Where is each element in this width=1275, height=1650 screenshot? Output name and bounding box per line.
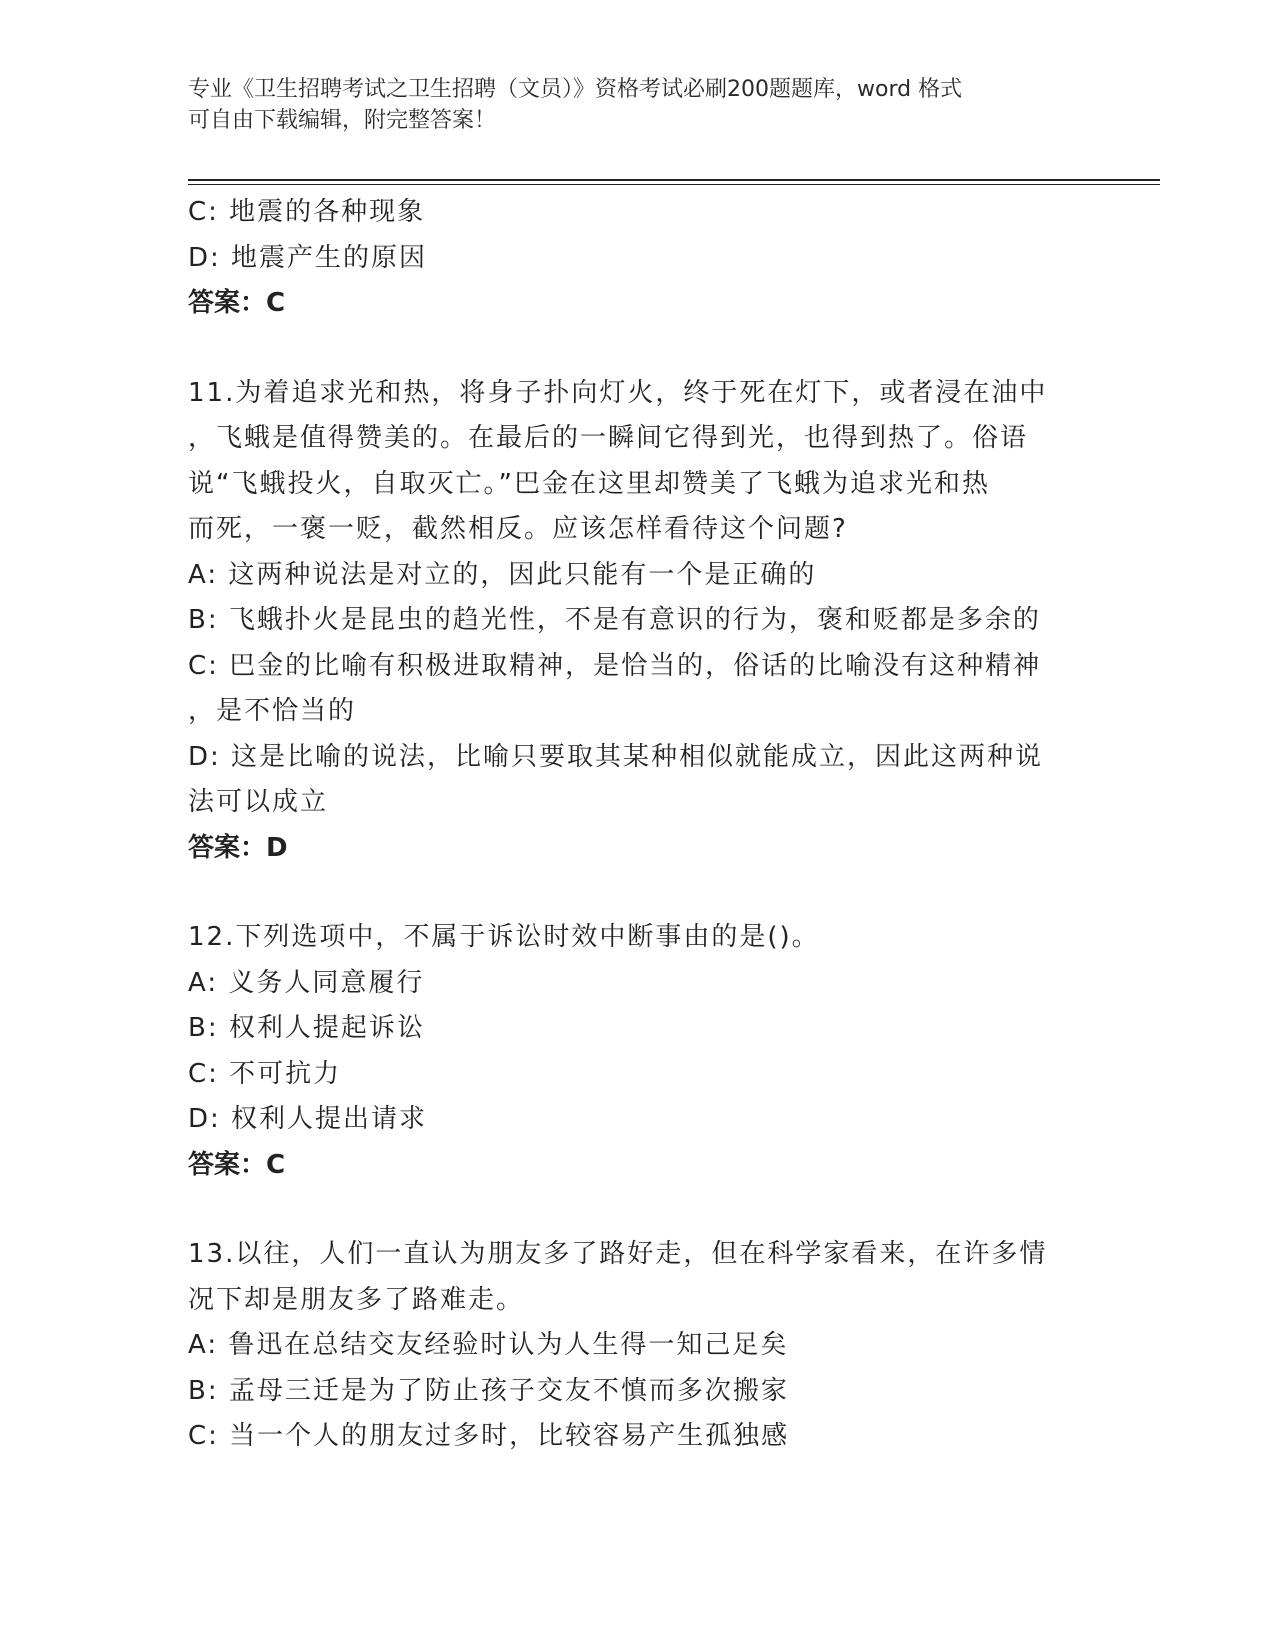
block-spacer [188, 1188, 1088, 1232]
question-block [188, 915, 1088, 1188]
question-line: 说“飞蛾投火，自取灭亡。”巴金在这里却赞美了飞蛾为追求光和热 [188, 468, 990, 499]
question-block [188, 1232, 1088, 1460]
block-spacer [188, 871, 1088, 915]
question-line: D: 权利人提出请求 [188, 1104, 428, 1134]
question-line: 法可以成立 [188, 787, 329, 817]
answer-line: 答案：D [188, 832, 288, 863]
question-content [188, 190, 1088, 1460]
question-line: D: 地震产生的原因 [188, 242, 428, 273]
question-line: A: 鲁迅在总结交友经验时认为人生得一知己足矣 [188, 1330, 789, 1360]
header-rule-top [188, 179, 1160, 181]
question-line: 13.以往，人们一直认为朋友多了路好走，但在科学家看来，在许多情 [188, 1239, 1048, 1269]
question-line: B: 权利人提起诉讼 [188, 1013, 425, 1043]
question-line: C: 不可抗力 [188, 1058, 342, 1089]
question-block [188, 371, 1088, 872]
question-line: C: 巴金的比喻有积极进取精神，是恰当的，俗话的比喻没有这种精神 [188, 650, 1042, 681]
question-line: A: 这两种说法是对立的，因此只能有一个是正确的 [188, 559, 817, 590]
question-line: ，飞蛾是值得赞美的。在最后的一瞬间它得到光，也得到热了。俗语 [188, 423, 1029, 453]
question-line: D: 这是比喻的说法，比喻只要取其某种相似就能成立，因此这两种说 [188, 741, 1044, 772]
answer-line: 答案：C [188, 1149, 286, 1180]
header-line-1: 专业《卫生招聘考试之卫生招聘（文员）》资格考试必刷200题题库，word 格式 [188, 77, 963, 102]
question-line: C: 地震的各种现象 [188, 197, 426, 227]
question-block [188, 190, 1088, 327]
question-line: 12.下列选项中，不属于诉讼时效中断事由的是()。 [188, 922, 820, 952]
question-line: B: 孟母三迁是为了防止孩子交友不慎而多次搬家 [188, 1375, 789, 1406]
question-line: ，是不恰当的 [188, 696, 357, 726]
question-line: B: 飞蛾扑火是昆虫的趋光性，不是有意识的行为，褒和贬都是多余的 [188, 605, 1041, 635]
answer-line: 答案：C [188, 288, 286, 318]
document-header [188, 74, 1088, 136]
question-line: 11.为着追求光和热，将身子扑向灯火，终于死在灯下，或者浸在油中 [188, 377, 1048, 408]
question-line: 而死，一褒一贬，截然相反。应该怎样看待这个问题? [188, 514, 848, 544]
block-spacer [188, 327, 1088, 371]
question-line: 况下却是朋友多了路难走。 [188, 1284, 525, 1315]
header-line-2: 可自由下载编辑，附完整答案！ [188, 108, 497, 133]
header-rule-bottom [188, 184, 1160, 185]
question-line: A: 义务人同意履行 [188, 967, 425, 998]
question-line: C: 当一个人的朋友过多时，比较容易产生孤独感 [188, 1421, 790, 1451]
